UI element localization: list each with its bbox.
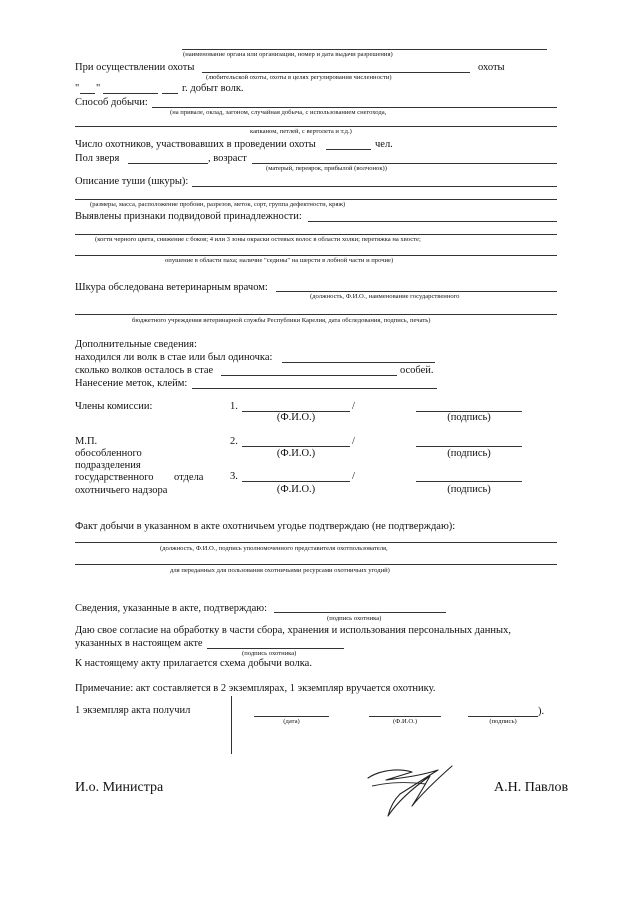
subspecies-label: Выявлены признаки подвидовой принадлежности: — [75, 211, 302, 222]
subspecies-line[interactable] — [308, 221, 557, 222]
stamp-line-4: государственного — [75, 472, 154, 483]
member-3-slash: / — [352, 471, 355, 482]
hunters-unit: чел. — [375, 139, 393, 150]
date-month-line[interactable] — [103, 93, 158, 94]
extra-title: Дополнительные сведения: — [75, 339, 197, 350]
sex-age-caption: (матерый, переярок, прибылой (волчонок)) — [266, 165, 387, 172]
vet-line[interactable] — [276, 291, 557, 292]
carcass-caption: (размеры, масса, расположение пробоин, разрезов, меток, сорт, группа дефектности, кряж) — [90, 201, 346, 208]
date-text: г. добыт волк. — [182, 83, 244, 94]
date-quote-open: " — [75, 83, 80, 94]
hunters-label: Число охотников, участвовавших в проведении охоты — [75, 139, 316, 150]
member-3-fio-line[interactable] — [242, 481, 350, 482]
consent-caption: (подпись охотника) — [242, 650, 297, 657]
vet-caption-1: (должность, Ф.И.О., наименование государственного — [310, 293, 460, 300]
signature-icon — [360, 760, 460, 820]
member-3-fio-caption: (Ф.И.О.) — [276, 484, 316, 495]
age-label: , возраст — [208, 153, 247, 164]
receipt-sign-caption: (подпись) — [489, 718, 517, 725]
member-2-fio-caption: (Ф.И.О.) — [276, 448, 316, 459]
fact-label: Факт добычи в указанном в акте охотничьем угодье подтверждаю (не подтверждаю): — [75, 521, 456, 532]
vet-label: Шкура обследована ветеринарным врачом: — [75, 282, 268, 293]
receipt-divider — [231, 696, 232, 754]
stamp-line-1: М.П. — [75, 436, 98, 447]
carcass-line-2[interactable] — [75, 199, 557, 200]
member-1-sign-caption: (подпись) — [447, 412, 491, 423]
subspecies-line-3[interactable] — [75, 255, 557, 256]
method-label: Способ добычи: — [75, 97, 148, 108]
subspecies-caption-1: (когти черного цвета, снижение с боков; 4 или 3 зоны окраски остевых волос в области холки; перетяжка на хвосте; — [95, 236, 421, 243]
sex-label: Пол зверя — [75, 153, 120, 164]
receipt-tail: ). — [538, 706, 545, 717]
receipt-label: 1 экземпляр акта получил — [75, 705, 191, 716]
hunting-suffix: охоты — [478, 62, 505, 73]
member-2-fio-line[interactable] — [242, 446, 350, 447]
org-caption: (наименование органа или организации, номер и дата выдачи разрешения) — [183, 51, 393, 58]
scheme-text: К настоящему акту прилагается схема добычи волка. — [75, 658, 312, 669]
subspecies-caption-2: опушение в области паха; наличие "седины" на шерсти в лобной части и прочие) — [165, 257, 394, 264]
confirm-label: Сведения, указанные в акте, подтверждаю: — [75, 603, 268, 614]
fact-line-2[interactable] — [75, 564, 557, 565]
extra-pack-line[interactable] — [282, 362, 435, 363]
hunting-line[interactable] — [202, 72, 470, 73]
footer-name: А.Н. Павлов — [494, 780, 569, 795]
member-1-num: 1. — [230, 401, 238, 412]
hunting-label: При осуществлении охоты — [75, 62, 195, 73]
member-2-slash: / — [352, 436, 355, 447]
org-line — [182, 49, 547, 50]
stamp-line-2: обособленного — [75, 448, 142, 459]
receipt-fio-line[interactable] — [369, 716, 441, 717]
vet-line-2[interactable] — [75, 314, 557, 315]
commission-label: Члены комиссии: — [75, 401, 153, 412]
extra-left-suffix: особей. — [400, 365, 434, 376]
subspecies-line-2[interactable] — [75, 234, 557, 235]
fact-line[interactable] — [75, 542, 557, 543]
footer-position: И.о. Министра — [75, 780, 164, 795]
consent-line-2: указанных в настоящем акте — [75, 638, 203, 649]
extra-left-label: сколько волков осталось в стае — [75, 365, 214, 376]
member-2-sign-line[interactable] — [416, 446, 522, 447]
extra-left-line[interactable] — [221, 375, 397, 376]
stamp-line-6: охотничьего надзора — [75, 485, 168, 496]
member-2-sign-caption: (подпись) — [447, 448, 491, 459]
receipt-date-caption: (дата) — [283, 718, 300, 725]
carcass-line[interactable] — [192, 186, 557, 187]
member-1-slash: / — [352, 401, 355, 412]
confirm-caption: (подпись охотника) — [327, 615, 382, 622]
date-year-line[interactable] — [162, 93, 178, 94]
fact-caption-2: для переданных для пользования охотничьими ресурсами охотничьих угодий) — [170, 567, 390, 574]
carcass-label: Описание туши (шкуры): — [75, 176, 189, 187]
receipt-date-line[interactable] — [254, 716, 329, 717]
fact-caption-1: (должность, Ф.И.О., подпись уполномоченного представителя охотпользователя, — [160, 545, 388, 552]
method-line[interactable] — [152, 107, 557, 108]
hunters-line[interactable] — [326, 149, 371, 150]
member-1-fio-caption: (Ф.И.О.) — [276, 412, 316, 423]
member-2-num: 2. — [230, 436, 238, 447]
consent-line[interactable] — [207, 648, 344, 649]
member-3-sign-caption: (подпись) — [447, 484, 491, 495]
extra-marks-label: Нанесение меток, клейм: — [75, 378, 188, 389]
note-text: Примечание: акт составляется в 2 экземплярах, 1 экземпляр вручается охотнику. — [75, 683, 436, 694]
member-3-num: 3. — [230, 471, 238, 482]
stamp-line-3: подразделения — [75, 460, 141, 471]
vet-caption-2: бюджетного учреждения ветеринарной службы Республики Карелия, дата обследования, подпись, печать) — [132, 317, 431, 324]
consent-line-1: Даю свое согласие на обработку в части сбора, хранения и использования персональных данных, — [75, 625, 511, 636]
method-line-2[interactable] — [75, 126, 557, 127]
extra-marks-line[interactable] — [192, 388, 437, 389]
receipt-sign-line[interactable] — [468, 716, 538, 717]
receipt-fio-caption: (Ф.И.О.) — [392, 718, 418, 725]
extra-pack-label: находился ли волк в стае или был одиночка: — [75, 352, 273, 363]
date-day-line[interactable] — [80, 93, 95, 94]
method-caption-2: капканом, петлей, с вертолета и т.д.) — [250, 128, 352, 135]
age-line[interactable] — [252, 163, 557, 164]
hunting-caption: (любительской охоты, охоты в целях регулирования численности) — [206, 74, 392, 81]
member-3-sign-line[interactable] — [416, 481, 522, 482]
stamp-line-5: отдела — [174, 472, 204, 483]
date-quote-close: " — [96, 83, 101, 94]
sex-line[interactable] — [128, 163, 208, 164]
confirm-line[interactable] — [274, 612, 446, 613]
method-caption-1: (на привале, оклад, загоном, случайная добыча, с использованием снегохода, — [170, 109, 387, 116]
